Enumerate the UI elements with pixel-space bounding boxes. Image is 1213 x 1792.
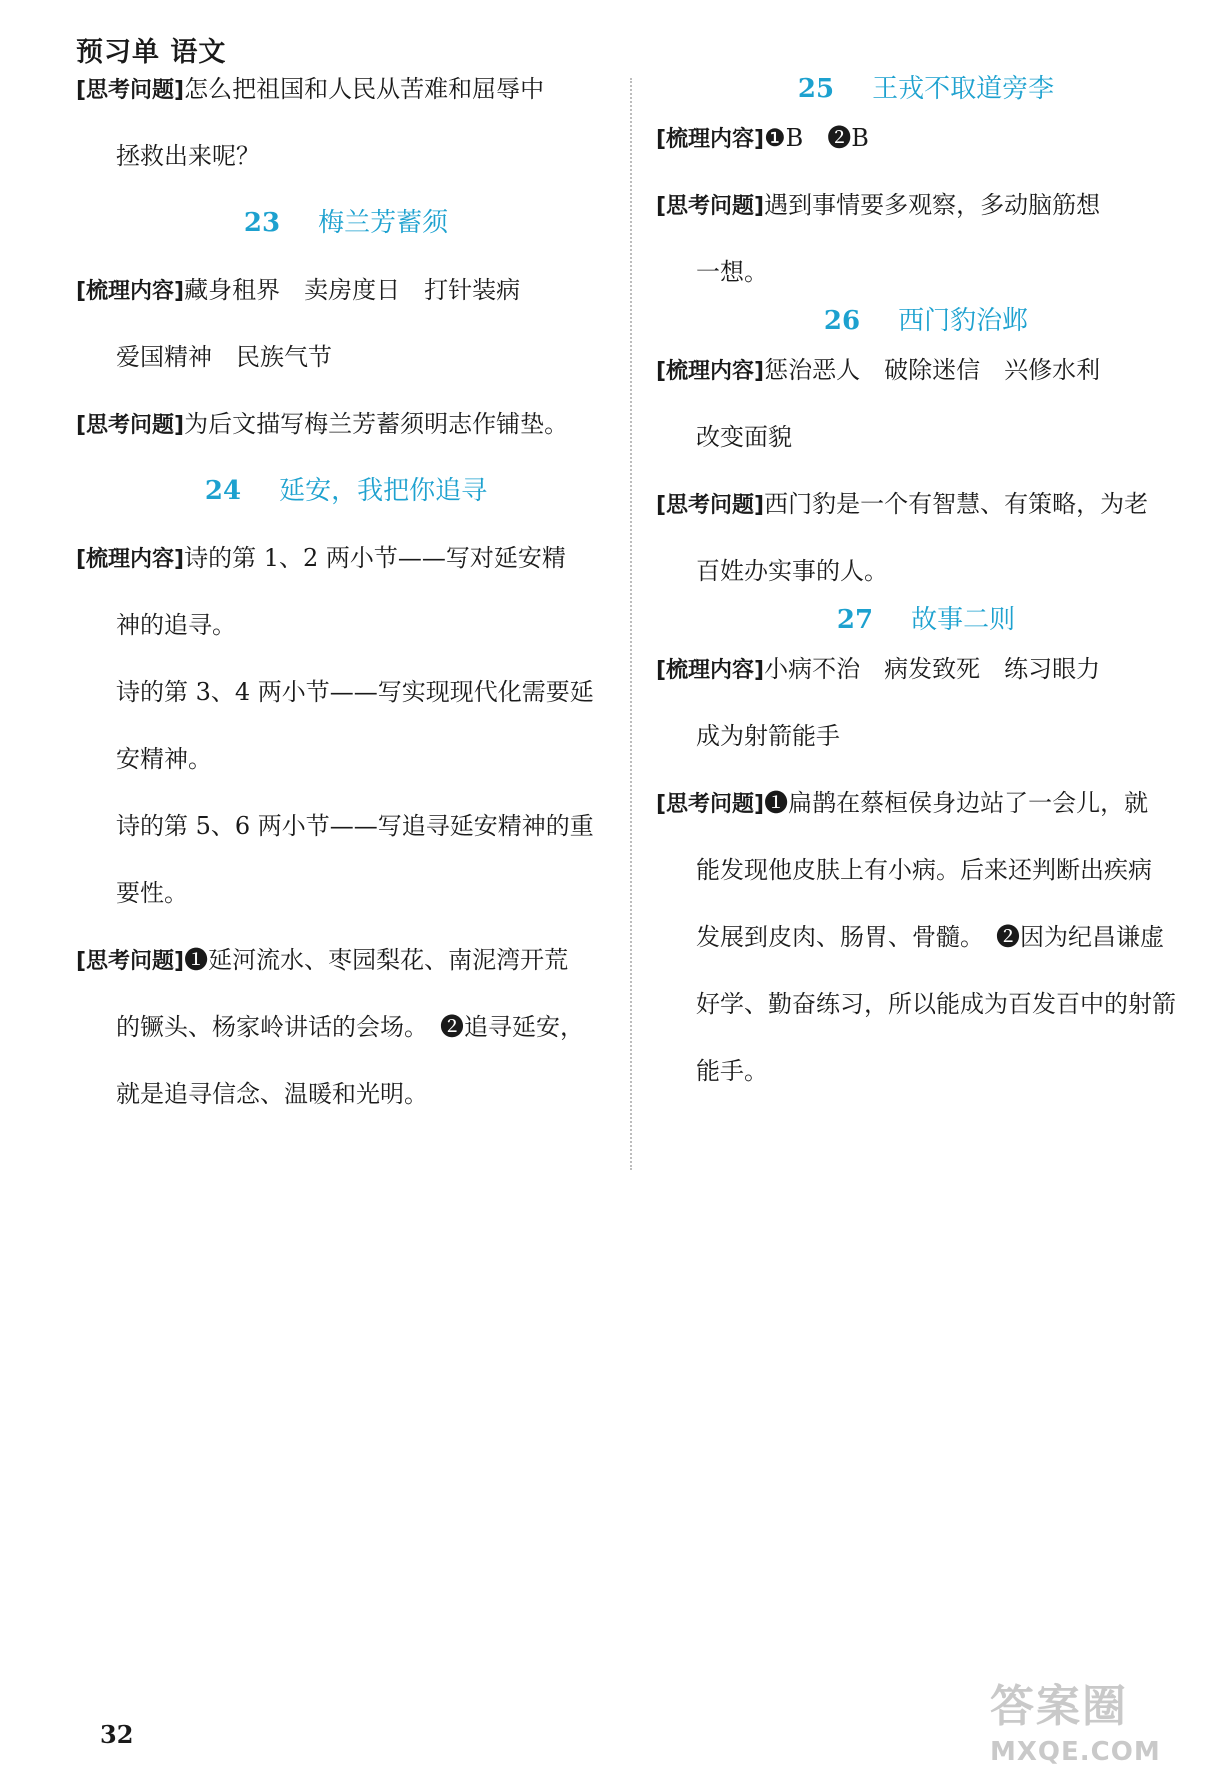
question-text: ❶扁鹊在蔡桓侯身边站了一会儿，就 bbox=[764, 789, 1149, 817]
question-text: 遇到事情要多观察，多动脑筋想 bbox=[764, 191, 1101, 219]
content-text: 藏身租界 卖房度日 打针装病 bbox=[184, 276, 521, 304]
content-text: 惩治恶人 破除迷信 兴修水利 bbox=[764, 356, 1101, 384]
question-cont: 就是追寻信念、温暖和光明。 bbox=[116, 1080, 428, 1108]
page-number: 32 bbox=[100, 1720, 134, 1749]
content-tag: [梳理内容] bbox=[656, 658, 765, 683]
section-name: 梅兰芳蓄须 bbox=[318, 208, 449, 238]
content-tag: [梳理内容] bbox=[76, 279, 185, 304]
content-line bbox=[76, 541, 616, 575]
section-title-25 bbox=[656, 72, 1196, 106]
column-divider bbox=[630, 78, 632, 1170]
question-cont: 百姓办实事的人。 bbox=[696, 557, 888, 585]
page-header: 预习单 语文 bbox=[76, 37, 227, 68]
question-line bbox=[656, 188, 1196, 222]
question-text: 为后文描写梅兰芳蓄须明志作铺垫。 bbox=[184, 410, 569, 438]
question-cont: 的镢头、杨家岭讲话的会场。 ❷追寻延安， bbox=[116, 1013, 584, 1041]
content-line bbox=[656, 121, 1196, 155]
section-title-27 bbox=[656, 603, 1196, 637]
question-text: ❶延河流水、枣园梨花、南泥湾开荒 bbox=[184, 946, 569, 974]
content-line bbox=[656, 652, 1196, 686]
question-cont: 一想。 bbox=[696, 258, 768, 286]
content-line bbox=[76, 273, 616, 307]
content-cont: 改变面貌 bbox=[696, 423, 792, 451]
content-tag: [梳理内容] bbox=[76, 547, 185, 572]
content-cont: 神的追寻。 bbox=[116, 611, 236, 639]
section-title-24 bbox=[76, 474, 616, 508]
section-name: 延安，我把你追寻 bbox=[279, 476, 488, 506]
content-cont: 诗的第 5、6 两小节——写追寻延安精神的重 bbox=[116, 812, 594, 840]
question-line bbox=[76, 943, 616, 977]
section-title-26 bbox=[656, 304, 1196, 338]
question-line bbox=[656, 487, 1196, 521]
question-text: 怎么把祖国和人民从苦难和屈辱中 bbox=[184, 75, 545, 103]
question-line bbox=[656, 786, 1196, 820]
content-text: 诗的第 1、2 两小节——写对延安精 bbox=[184, 544, 566, 572]
content-cont: 成为射箭能手 bbox=[696, 722, 840, 750]
question-text: 西门豹是一个有智慧、有策略，为老 bbox=[764, 490, 1149, 518]
section-name: 王戎不取道旁李 bbox=[872, 74, 1055, 104]
question-cont: 好学、勤奋练习，所以能成为百发百中的射箭 bbox=[696, 990, 1176, 1018]
question-tag: [思考问题] bbox=[656, 194, 765, 219]
content-cont: 要性。 bbox=[116, 879, 188, 907]
question-tag: [思考问题] bbox=[76, 949, 185, 974]
section-number: 24 bbox=[204, 476, 242, 506]
section-number: 26 bbox=[823, 306, 861, 336]
content-text: ❶B ❷B bbox=[764, 124, 869, 152]
section-number: 25 bbox=[797, 74, 835, 104]
question-line bbox=[76, 407, 616, 441]
section-number: 27 bbox=[836, 605, 874, 635]
section-name: 故事二则 bbox=[911, 605, 1016, 635]
content-text: 小病不治 病发致死 练习眼力 bbox=[764, 655, 1101, 683]
question-tag: [思考问题] bbox=[656, 493, 765, 518]
content-tag: [梳理内容] bbox=[656, 127, 765, 152]
section-number: 23 bbox=[243, 208, 281, 238]
section-name: 西门豹治邺 bbox=[898, 306, 1029, 336]
question-cont: 能发现他皮肤上有小病。后来还判断出疾病 bbox=[696, 856, 1152, 884]
content-line bbox=[656, 353, 1196, 387]
intro-question-line bbox=[76, 72, 616, 106]
question-cont: 能手。 bbox=[696, 1057, 768, 1085]
watermark-url: MXQE.COM bbox=[990, 1737, 1161, 1767]
content-cont: 安精神。 bbox=[116, 745, 212, 773]
content-cont: 诗的第 3、4 两小节——写实现现代化需要延 bbox=[116, 678, 594, 706]
question-tag: [思考问题] bbox=[656, 792, 765, 817]
question-cont: 发展到皮肉、肠胃、骨髓。 ❷因为纪昌谦虚 bbox=[696, 923, 1164, 951]
question-tag: [思考问题] bbox=[76, 78, 185, 103]
watermark bbox=[990, 1680, 1190, 1780]
content-cont: 爱国精神 民族气节 bbox=[116, 343, 332, 371]
right-column bbox=[656, 72, 1196, 1088]
section-title-23 bbox=[76, 206, 616, 240]
question-tag: [思考问题] bbox=[76, 413, 185, 438]
watermark-logo: 答案圈 bbox=[990, 1681, 1128, 1732]
intro-question-cont: 拯救出来呢？ bbox=[116, 142, 260, 170]
content-tag: [梳理内容] bbox=[656, 359, 765, 384]
left-column bbox=[76, 72, 616, 1111]
